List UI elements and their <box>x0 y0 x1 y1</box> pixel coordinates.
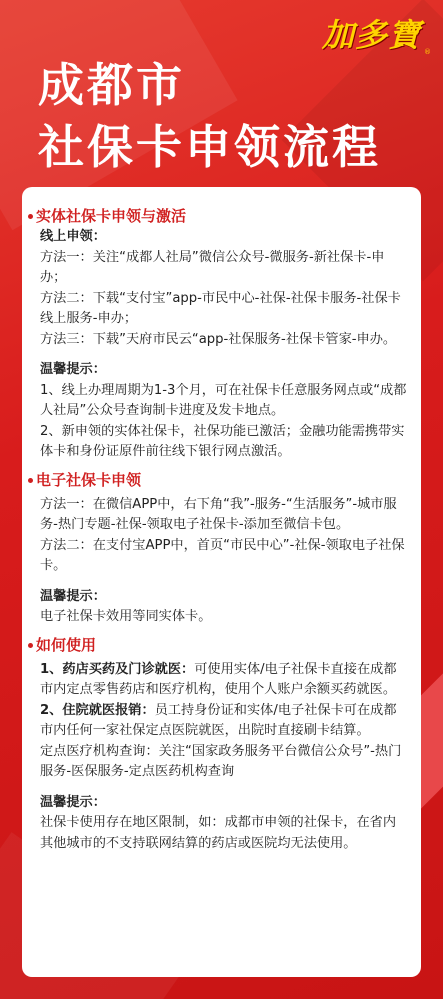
physical-method-2: 方法二：下载“支付宝”app-市民中心-社保-社保卡服务-社保卡线上服务-申办； <box>40 290 401 326</box>
usage-item-2-text: 员工持身份证和实体/电子社保卡可在成都市内任何一家社保定点医院就医，出院时直接刷卡结算。 <box>40 702 397 738</box>
section-title-usage: 如何使用 <box>36 634 409 656</box>
online-apply-label: 线上申领： <box>40 229 106 244</box>
usage-item-2-label: 2、住院就医报销： <box>40 702 155 718</box>
physical-method-3: 方法三：下载”天府市民云“app-社保服务-社保卡管家-申办。 <box>40 331 397 347</box>
usage-tips-label: 温馨提示： <box>40 794 106 810</box>
title-line-2: 社保卡申领流程 <box>38 120 381 174</box>
brand-logo: 加多寶 <box>321 16 421 54</box>
electronic-tip: 电子社保卡效用等同实体卡。 <box>40 609 212 624</box>
usage-item-1 <box>40 660 409 701</box>
electronic-method-1: 方法一：在微信APP中，右下角“我”-服务-“生活服务”-城市服务-热门专题-社保-领取电子社保卡-添加至微信卡包。 <box>40 496 397 532</box>
section-title-physical: 实体社保卡申领与激活 <box>36 205 409 227</box>
physical-tip-1: 1、线上办理周期为1-3个月，可在社保卡任意服务网点或“成都人社局”公众号查询制卡进度及发卡地点。 <box>40 382 407 418</box>
physical-method-1: 方法一：关注“成都人社局”微信公众号-微服务-新社保卡-申办； <box>40 249 385 285</box>
physical-tip-2: 2、新申领的实体社保卡，社保功能已激活；金融功能需携带实体卡和身份证原件前往线下银行网点激活。 <box>40 423 405 459</box>
usage-item-1-label: 1、药店买药及门诊就医： <box>40 661 195 677</box>
electronic-tips-label: 温馨提示： <box>40 588 106 604</box>
section-title-electronic: 电子社保卡申领 <box>36 469 409 491</box>
content-card <box>22 187 421 977</box>
registered-mark: ® <box>424 48 431 56</box>
usage-query: 定点医疗机构查询：关注“国家政务服务平台微信公众号”-热门服务-医保服务-定点医药机构查询 <box>40 743 402 779</box>
page-title <box>38 54 381 178</box>
usage-item-1-text: 可使用实体/电子社保卡直接在成都市内定点零售药店和医疗机构，使用个人账户余额买药就医。 <box>40 661 397 697</box>
electronic-method-2: 方法二：在支付宝APP中，首页“市民中心”-社保-领取电子社保卡。 <box>40 537 405 573</box>
physical-tips-label: 温馨提示： <box>40 362 106 377</box>
usage-item-2 <box>40 701 409 742</box>
title-line-1: 成都市 <box>38 58 185 112</box>
usage-tip: 社保卡使用存在地区限制，如：成都市申领的社保卡，在省内其他城市的不支持联网结算的药店或医院均无法使用。 <box>40 815 397 851</box>
